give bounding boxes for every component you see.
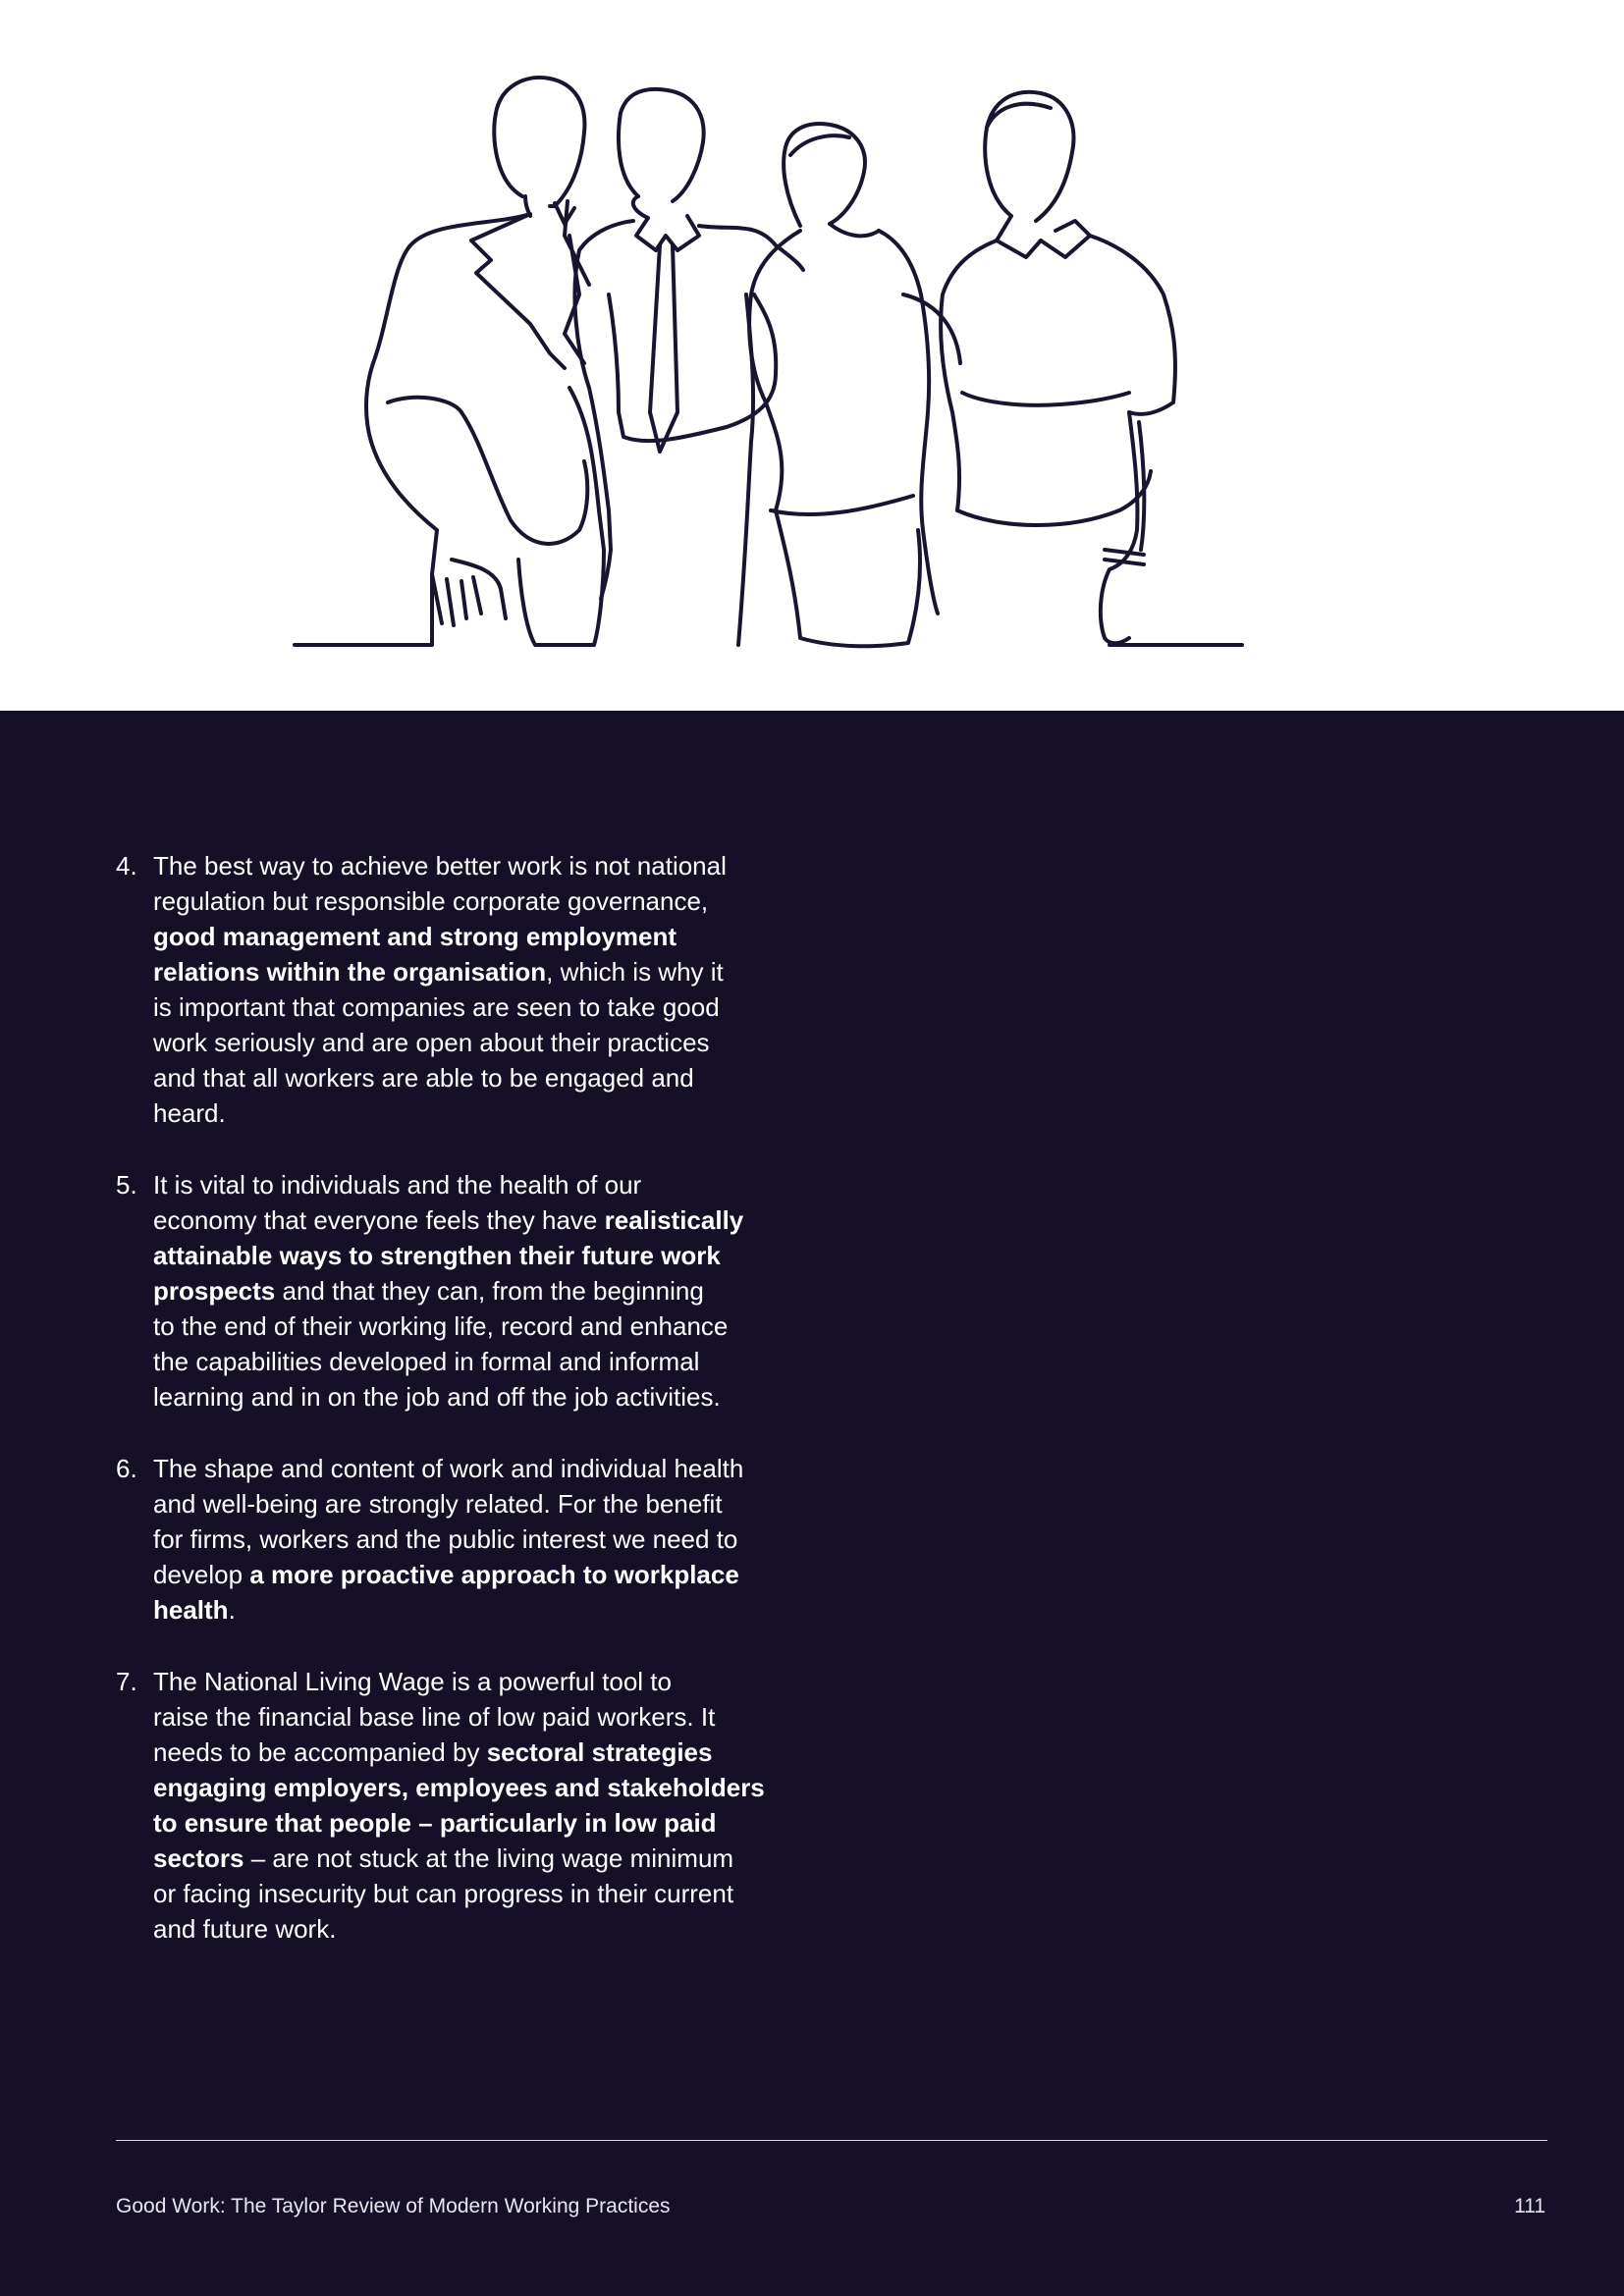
point-text-line [153, 1202, 823, 1238]
emphasis-text: a more proactive approach to workplace [249, 1560, 739, 1589]
body-text: and that all workers are able to be engaged and [153, 1063, 694, 1093]
body-text: , which is why it [546, 957, 724, 987]
body-text: regulation but responsible corporate governance, [153, 886, 709, 916]
point-text-line [153, 1451, 823, 1486]
body-text: The National Living Wage is a powerful tool to [153, 1667, 672, 1696]
point-number: 6. [116, 1454, 137, 1483]
point-text-line [153, 1308, 823, 1344]
point-text-line [153, 1557, 823, 1592]
point-text [153, 1451, 823, 1628]
body-text: the capabilities developed in formal and informal [153, 1347, 700, 1376]
point-text-line [153, 1095, 823, 1131]
point-text-line [153, 1841, 823, 1876]
point-text-line [153, 1238, 823, 1273]
body-text: develop [153, 1560, 250, 1589]
point-text-line [153, 1805, 823, 1841]
body-text: work seriously and are open about their practices [153, 1028, 710, 1057]
emphasis-text: relations within the organisation [153, 957, 547, 987]
point-text-line [153, 1876, 823, 1911]
point-text-line [153, 1664, 823, 1699]
point-text-line [153, 1699, 823, 1735]
emphasis-text: prospects [153, 1276, 276, 1306]
body-text: needs to be accompanied by [153, 1737, 487, 1767]
point-text-line [153, 989, 823, 1025]
point-text-line [153, 1167, 823, 1202]
footer-divider [116, 2140, 1547, 2141]
point-text-line [153, 883, 823, 919]
point-text [153, 1167, 823, 1415]
emphasis-text: health [153, 1595, 229, 1625]
point-text-line [153, 848, 823, 883]
body-text: or facing insecurity but can progress in their current [153, 1879, 734, 1908]
group-of-four-people-line-art-icon [0, 0, 1624, 711]
point-6 [116, 1451, 823, 1628]
body-text: raise the financial base line of low paid workers. It [153, 1702, 716, 1732]
point-4 [116, 848, 823, 1131]
body-text: and that they can, from the beginning [275, 1276, 704, 1306]
point-text-line [153, 954, 823, 989]
point-text-line [153, 1025, 823, 1060]
footer-document-title: Good Work: The Taylor Review of Modern Working Practices [116, 2195, 671, 2217]
body-text: learning and in on the job and off the job activities. [153, 1382, 721, 1412]
emphasis-text: attainable ways to strengthen their future work [153, 1241, 721, 1270]
body-text: It is vital to individuals and the health of our [153, 1170, 642, 1200]
point-number: 4. [116, 851, 137, 881]
emphasis-text: engaging employers, employees and stakeholders [153, 1773, 765, 1802]
body-text: for firms, workers and the public interest we need to [153, 1524, 738, 1554]
point-text-line [153, 1522, 823, 1557]
emphasis-text: realistically [604, 1205, 744, 1235]
point-text-line [153, 1379, 823, 1415]
body-text: – are not stuck at the living wage minimum [244, 1843, 734, 1873]
point-number: 5. [116, 1170, 137, 1200]
page-number: 111 [1514, 2195, 1545, 2217]
body-text: heard. [153, 1098, 226, 1128]
illustration-area [0, 0, 1624, 711]
key-points-list [116, 848, 823, 1983]
point-5 [116, 1167, 823, 1415]
point-text-line [153, 1592, 823, 1628]
point-text-line [153, 1770, 823, 1805]
emphasis-text: sectoral strategies [486, 1737, 713, 1767]
point-text-line [153, 1911, 823, 1947]
emphasis-text: sectors [153, 1843, 244, 1873]
body-text: The best way to achieve better work is not national [153, 851, 727, 881]
emphasis-text: to ensure that people – particularly in low paid [153, 1808, 717, 1838]
point-text-line [153, 1060, 823, 1095]
body-text: and well-being are strongly related. For the benefit [153, 1489, 723, 1519]
point-text [153, 848, 823, 1131]
point-text-line [153, 1273, 823, 1308]
point-text-line [153, 1344, 823, 1379]
body-text: to the end of their working life, record and enhance [153, 1311, 729, 1341]
point-text [153, 1664, 823, 1947]
emphasis-text: good management and strong employment [153, 922, 677, 951]
point-text-line [153, 1486, 823, 1522]
body-text: is important that companies are seen to take good [153, 992, 720, 1022]
body-text: The shape and content of work and individual health [153, 1454, 744, 1483]
point-text-line [153, 1735, 823, 1770]
body-text: economy that everyone feels they have [153, 1205, 605, 1235]
point-number: 7. [116, 1667, 137, 1696]
body-text: and future work. [153, 1914, 337, 1944]
point-text-line [153, 919, 823, 954]
point-7 [116, 1664, 823, 1947]
body-text: . [228, 1595, 236, 1625]
